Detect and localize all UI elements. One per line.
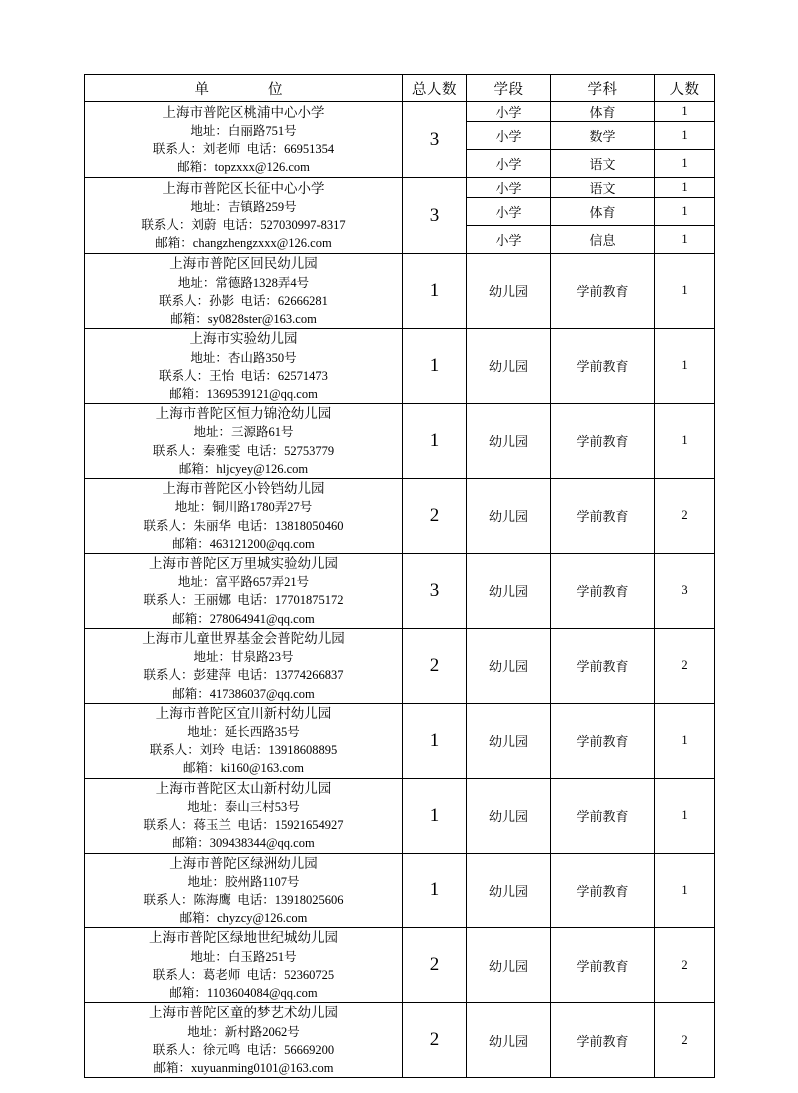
phone-value: 13918608895	[268, 743, 338, 758]
unit-address-line	[85, 274, 402, 292]
total-headcount-cell: 2	[403, 478, 467, 553]
stage-cell: 幼儿园	[467, 403, 551, 478]
unit-email-line	[85, 909, 402, 927]
unit-contact-line	[85, 140, 402, 158]
email-label: 邮箱：	[169, 386, 207, 401]
count-cell: 1	[655, 328, 715, 403]
unit-contact-line	[85, 367, 402, 385]
subject-cell: 语文	[551, 178, 655, 198]
unit-email-line	[85, 234, 402, 252]
email-value: 1103604084@qq.com	[206, 986, 318, 1001]
contact-value: 蒋玉兰	[193, 818, 231, 833]
unit-cell	[85, 778, 403, 853]
contact-label: 联系人：	[149, 743, 200, 758]
email-value: 463121200@qq.com	[209, 536, 315, 551]
subject-cell: 学前教育	[551, 254, 655, 329]
unit-address-line	[85, 573, 402, 591]
email-value: 309438344@qq.com	[209, 836, 315, 851]
contact-value: 彭建萍	[193, 668, 231, 683]
email-label: 邮箱：	[178, 461, 217, 476]
contact-label: 联系人：	[159, 293, 210, 308]
unit-email-line	[85, 759, 402, 777]
email-value: 1369539121@qq.com	[206, 386, 318, 401]
stage-cell: 幼儿园	[467, 1003, 551, 1078]
total-headcount-cell: 1	[403, 778, 467, 853]
unit-name: 上海市普陀区长征中心小学	[162, 180, 325, 196]
address-value: 富平路657弄21号	[215, 575, 310, 590]
address-label: 地址：	[187, 800, 225, 815]
table-row	[85, 703, 715, 778]
address-label: 地址：	[177, 275, 216, 290]
recruitment-roster-table	[84, 74, 715, 1078]
subject-cell: 学前教育	[551, 553, 655, 628]
subject-cell: 数学	[551, 122, 655, 150]
unit-cell	[85, 328, 403, 403]
column-header-unit: 单 位	[85, 75, 403, 102]
unit-contact-line	[85, 517, 402, 535]
contact-value: 秦雅雯	[202, 443, 241, 458]
unit-cell	[85, 254, 403, 329]
unit-name: 上海市普陀区回民幼儿园	[169, 256, 318, 271]
address-value: 三源路61号	[231, 425, 294, 440]
email-value: chyzcy@126.com	[217, 911, 308, 926]
table-row	[85, 328, 715, 403]
address-label: 地址：	[193, 650, 231, 665]
unit-contact-line	[85, 666, 402, 684]
unit-address-line	[85, 948, 402, 966]
address-value: 铜川路1780弄27号	[212, 500, 313, 515]
unit-contact-line	[85, 891, 402, 909]
table-row	[85, 853, 715, 928]
address-value: 新村路2062号	[224, 1024, 300, 1039]
total-headcount-cell: 2	[403, 1003, 467, 1078]
count-cell: 1	[655, 254, 715, 329]
table-row	[85, 102, 715, 122]
address-label: 地址：	[187, 725, 225, 740]
unit-address-line	[85, 648, 402, 666]
subject-cell: 学前教育	[551, 403, 655, 478]
email-value: hljcyey@126.com	[216, 461, 309, 476]
phone-value: 66951354	[284, 142, 335, 157]
stage-cell: 幼儿园	[467, 703, 551, 778]
total-headcount-cell: 1	[403, 703, 467, 778]
email-label: 邮箱：	[177, 160, 215, 175]
contact-value: 王丽娜	[193, 593, 231, 608]
unit-address-line	[85, 423, 402, 441]
address-label: 地址：	[187, 1024, 225, 1039]
unit-cell	[85, 178, 403, 254]
contact-value: 王怡	[209, 368, 235, 383]
stage-cell: 小学	[467, 122, 551, 150]
unit-contact-line	[85, 591, 402, 609]
column-header-stage: 学段	[467, 75, 551, 102]
unit-name: 上海市普陀区恒力锦沧幼儿园	[155, 405, 332, 421]
contact-label: 联系人：	[143, 668, 194, 683]
unit-email-line	[85, 1059, 402, 1077]
table-body	[85, 102, 715, 1078]
subject-cell: 学前教育	[551, 778, 655, 853]
email-value: changzhengzxxx@126.com	[192, 236, 332, 251]
count-cell: 1	[655, 703, 715, 778]
unit-name: 上海市普陀区小铃铛幼儿园	[162, 480, 325, 496]
email-value: topzxxx@126.com	[214, 160, 310, 175]
total-headcount-cell: 1	[403, 403, 467, 478]
unit-name: 上海市儿童世界基金会普陀幼儿园	[142, 630, 345, 646]
address-value: 胶州路1107号	[224, 875, 300, 890]
table-header	[85, 75, 715, 102]
stage-cell: 幼儿园	[467, 778, 551, 853]
contact-label: 联系人：	[141, 218, 192, 233]
unit-name: 上海市普陀区万里城实验幼儿园	[149, 555, 338, 571]
unit-contact-line	[85, 292, 402, 310]
stage-cell: 幼儿园	[467, 628, 551, 703]
table-row	[85, 928, 715, 1003]
unit-address-line	[85, 498, 402, 516]
stage-cell: 幼儿园	[467, 254, 551, 329]
unit-name: 上海市普陀区桃浦中心小学	[162, 104, 325, 120]
address-label: 地址：	[190, 200, 228, 215]
subject-cell: 语文	[551, 150, 655, 178]
address-label: 地址：	[190, 124, 228, 139]
email-value: sy0828ster@163.com	[207, 311, 317, 326]
phone-label: 电话：	[237, 518, 275, 533]
contact-label: 联系人：	[159, 368, 210, 383]
unit-cell	[85, 853, 403, 928]
count-cell: 1	[655, 122, 715, 150]
unit-address-line	[85, 798, 402, 816]
phone-value: 13774266837	[274, 668, 344, 683]
email-value: 417386037@qq.com	[209, 686, 315, 701]
address-value: 杏山路350号	[227, 350, 297, 365]
stage-cell: 小学	[467, 150, 551, 178]
stage-cell: 幼儿园	[467, 853, 551, 928]
subject-cell: 体育	[551, 102, 655, 122]
contact-label: 联系人：	[143, 818, 194, 833]
total-headcount-cell: 1	[403, 328, 467, 403]
address-value: 泰山三村53号	[224, 800, 300, 815]
table-row	[85, 778, 715, 853]
contact-value: 孙影	[209, 293, 235, 308]
contact-label: 联系人：	[143, 518, 194, 533]
contact-value: 朱丽华	[193, 518, 231, 533]
phone-value: 62571473	[277, 368, 328, 383]
email-label: 邮箱：	[169, 986, 207, 1001]
count-cell: 1	[655, 403, 715, 478]
contact-value: 刘老师	[202, 142, 241, 157]
phone-label: 电话：	[237, 893, 275, 908]
count-cell: 1	[655, 102, 715, 122]
count-cell: 2	[655, 1003, 715, 1078]
phone-value: 17701875172	[274, 593, 344, 608]
address-label: 地址：	[190, 950, 228, 964]
phone-label: 电话：	[246, 1043, 285, 1058]
stage-cell: 幼儿园	[467, 328, 551, 403]
phone-label: 电话：	[246, 142, 285, 157]
phone-value: 52360725	[284, 968, 335, 983]
subject-cell: 信息	[551, 226, 655, 254]
table-row	[85, 553, 715, 628]
column-header-total: 总人数	[403, 75, 467, 102]
phone-label: 电话：	[237, 593, 275, 608]
unit-address-line	[85, 198, 402, 216]
total-headcount-cell: 1	[403, 853, 467, 928]
subject-cell: 学前教育	[551, 628, 655, 703]
subject-cell: 学前教育	[551, 328, 655, 403]
contact-label: 联系人：	[152, 443, 203, 458]
subject-cell: 学前教育	[551, 853, 655, 928]
subject-cell: 学前教育	[551, 928, 655, 1003]
unit-name: 上海市普陀区童的梦艺术幼儿园	[149, 1005, 338, 1021]
address-value: 甘泉路23号	[231, 650, 294, 665]
stage-cell: 小学	[467, 102, 551, 122]
unit-cell	[85, 703, 403, 778]
unit-address-line	[85, 873, 402, 891]
unit-email-line	[85, 310, 402, 328]
unit-contact-line	[85, 816, 402, 834]
address-value: 延长西路35号	[224, 725, 300, 740]
total-headcount-cell: 2	[403, 928, 467, 1003]
address-value: 常德路1328弄4号	[215, 275, 310, 290]
unit-email-line	[85, 984, 402, 1002]
email-label: 邮箱：	[153, 1061, 192, 1076]
email-value: 278064941@qq.com	[209, 611, 315, 626]
stage-cell: 幼儿园	[467, 928, 551, 1003]
stage-cell: 小学	[467, 198, 551, 226]
email-label: 邮箱：	[179, 911, 218, 926]
subject-cell: 学前教育	[551, 478, 655, 553]
stage-cell: 幼儿园	[467, 478, 551, 553]
total-headcount-cell: 3	[403, 178, 467, 254]
unit-name: 上海市普陀区太山新村幼儿园	[155, 780, 332, 796]
count-cell: 1	[655, 853, 715, 928]
subject-cell: 学前教育	[551, 703, 655, 778]
unit-address-line	[85, 349, 402, 367]
column-header-subject: 学科	[551, 75, 655, 102]
total-headcount-cell: 2	[403, 628, 467, 703]
unit-contact-line	[85, 216, 402, 234]
phone-value: 13918025606	[274, 893, 344, 908]
phone-label: 电话：	[222, 218, 261, 233]
phone-value: 56669200	[284, 1043, 335, 1058]
unit-cell	[85, 102, 403, 178]
unit-cell	[85, 628, 403, 703]
unit-cell	[85, 1003, 403, 1078]
phone-value: 527030997-8317	[260, 218, 346, 233]
unit-name: 上海市普陀区绿洲幼儿园	[169, 855, 318, 871]
address-label: 地址：	[193, 425, 231, 440]
total-headcount-cell: 1	[403, 254, 467, 329]
unit-email-line	[85, 158, 402, 176]
unit-name: 上海市普陀区绿地世纪城幼儿园	[149, 930, 338, 946]
address-label: 地址：	[187, 875, 225, 890]
phone-label: 电话：	[231, 743, 269, 758]
phone-label: 电话：	[240, 293, 278, 308]
table-row	[85, 628, 715, 703]
subject-cell: 体育	[551, 198, 655, 226]
contact-label: 联系人：	[152, 968, 203, 983]
address-label: 地址：	[174, 500, 213, 515]
count-cell: 1	[655, 778, 715, 853]
contact-label: 联系人：	[152, 1043, 203, 1058]
contact-value: 刘玲	[199, 743, 225, 758]
email-label: 邮箱：	[172, 836, 210, 851]
stage-cell: 幼儿园	[467, 553, 551, 628]
address-value: 白玉路251号	[227, 950, 297, 964]
table-header-row	[85, 75, 715, 102]
column-header-count: 人数	[655, 75, 715, 102]
unit-contact-line	[85, 442, 402, 460]
total-headcount-cell: 3	[403, 102, 467, 178]
phone-value: 52753779	[284, 443, 335, 458]
unit-name: 上海市普陀区宜川新村幼儿园	[155, 705, 332, 721]
email-label: 邮箱：	[170, 311, 208, 326]
unit-email-line	[85, 834, 402, 852]
count-cell: 2	[655, 928, 715, 1003]
unit-email-line	[85, 460, 402, 478]
table-row	[85, 254, 715, 329]
unit-contact-line	[85, 966, 402, 984]
phone-label: 电话：	[246, 968, 285, 983]
address-label: 地址：	[177, 575, 216, 590]
phone-value: 62666281	[277, 293, 328, 308]
email-value: xuyuanming0101@163.com	[191, 1061, 334, 1076]
count-cell: 3	[655, 553, 715, 628]
contact-label: 联系人：	[143, 593, 194, 608]
address-label: 地址：	[190, 350, 228, 365]
unit-email-line	[85, 685, 402, 703]
phone-value: 15921654927	[274, 818, 344, 833]
unit-contact-line	[85, 741, 402, 759]
contact-label: 联系人：	[152, 142, 203, 157]
unit-cell	[85, 928, 403, 1003]
unit-email-line	[85, 385, 402, 403]
unit-cell	[85, 403, 403, 478]
table-row	[85, 478, 715, 553]
count-cell: 1	[655, 198, 715, 226]
unit-email-line	[85, 610, 402, 628]
email-label: 邮箱：	[155, 236, 193, 251]
stage-cell: 小学	[467, 226, 551, 254]
unit-contact-line	[85, 1041, 402, 1059]
email-label: 邮箱：	[172, 611, 210, 626]
unit-email-line	[85, 535, 402, 553]
stage-cell: 小学	[467, 178, 551, 198]
count-cell: 2	[655, 478, 715, 553]
unit-address-line	[85, 1023, 402, 1041]
unit-address-line	[85, 723, 402, 741]
contact-value: 刘蔚	[191, 218, 217, 233]
email-label: 邮箱：	[183, 761, 221, 776]
table-row	[85, 178, 715, 198]
unit-cell	[85, 553, 403, 628]
total-headcount-cell: 3	[403, 553, 467, 628]
phone-label: 电话：	[237, 668, 275, 683]
email-label: 邮箱：	[172, 536, 210, 551]
subject-cell: 学前教育	[551, 1003, 655, 1078]
email-label: 邮箱：	[172, 686, 210, 701]
count-cell: 2	[655, 628, 715, 703]
table-row	[85, 403, 715, 478]
count-cell: 1	[655, 226, 715, 254]
contact-value: 葛老师	[202, 968, 241, 983]
contact-value: 徐元鸣	[202, 1043, 241, 1058]
phone-value: 13818050460	[274, 518, 344, 533]
count-cell: 1	[655, 150, 715, 178]
unit-cell	[85, 478, 403, 553]
table-row	[85, 1003, 715, 1078]
phone-label: 电话：	[237, 818, 275, 833]
count-cell: 1	[655, 178, 715, 198]
phone-label: 电话：	[246, 443, 285, 458]
contact-label: 联系人：	[143, 893, 194, 908]
contact-value: 陈海鹰	[193, 893, 231, 908]
address-value: 吉镇路259号	[227, 200, 297, 215]
unit-name: 上海市实验幼儿园	[189, 330, 298, 346]
email-value: ki160@163.com	[220, 761, 304, 776]
address-value: 白丽路751号	[227, 124, 297, 139]
phone-label: 电话：	[240, 368, 278, 383]
unit-address-line	[85, 122, 402, 140]
